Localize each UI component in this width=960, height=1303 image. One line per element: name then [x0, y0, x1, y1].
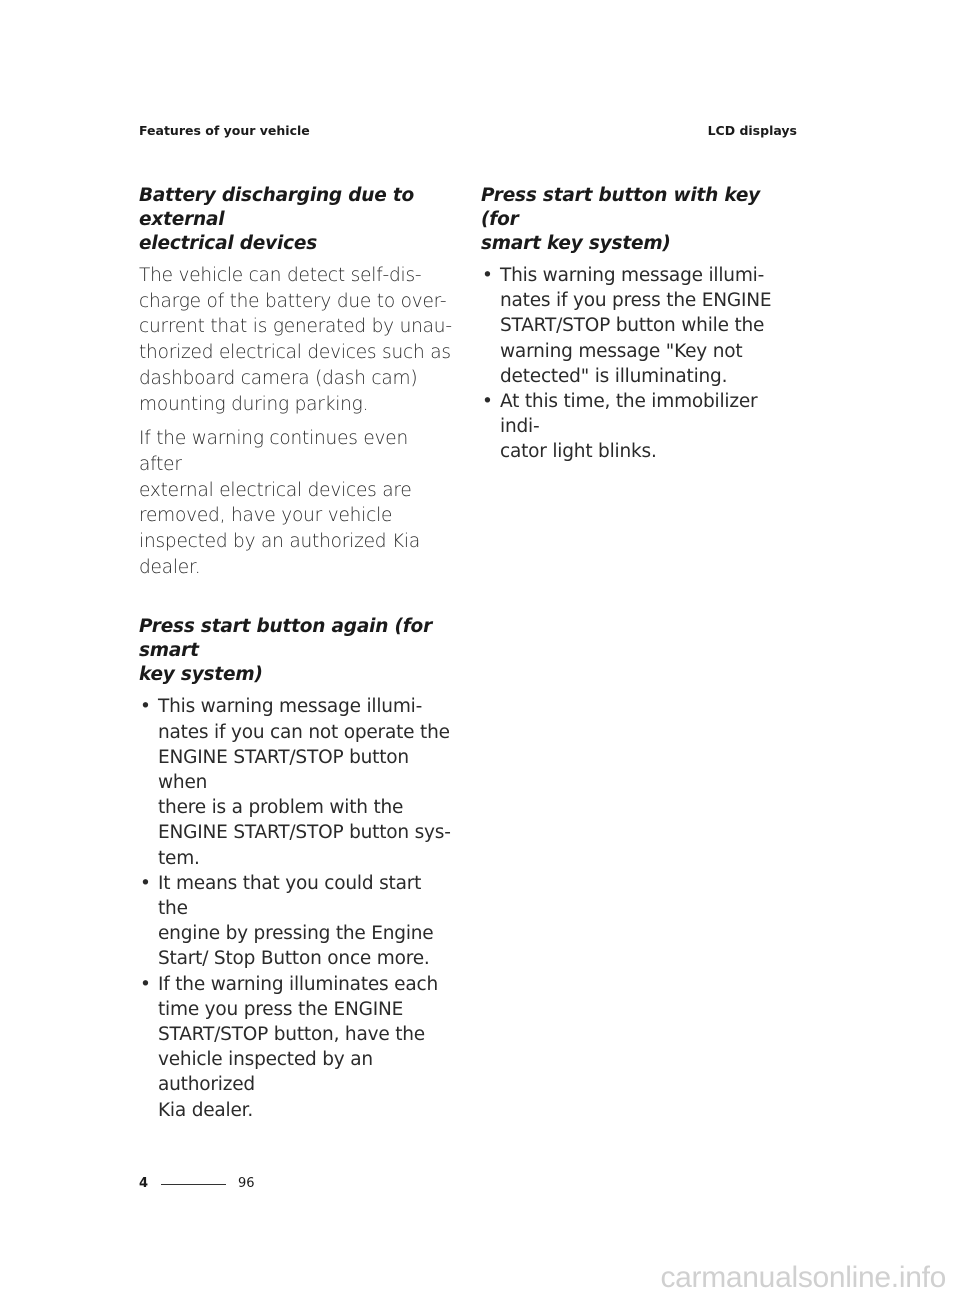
- text-line: engine by pressing the Engine: [158, 923, 434, 945]
- bullet-icon: •: [140, 973, 151, 995]
- left-column: [139, 184, 454, 1123]
- heading-line: key system): [139, 664, 263, 686]
- text-line: cator light blinks.: [500, 441, 657, 463]
- header-section-title: Features of your vehicle: [139, 123, 310, 138]
- text-line: current that is generated by unau-: [139, 316, 452, 338]
- chapter-number: 4: [139, 1176, 149, 1191]
- text-line: there is a problem with the: [158, 797, 404, 819]
- heading-line: smart key system): [481, 233, 671, 254]
- text-line: If the warning continues even after: [139, 428, 409, 475]
- text-line: At this time, the immobilizer indi-: [500, 391, 758, 438]
- section-heading-press-start-again: [139, 615, 454, 687]
- text-line: This warning message illumi-: [500, 265, 765, 286]
- text-line: START/STOP button, have the: [158, 1024, 425, 1046]
- text-line: Kia dealer.: [158, 1099, 254, 1121]
- list-item: [481, 389, 796, 465]
- text-line: charge of the battery due to over-: [139, 290, 447, 312]
- text-line: This warning message illumi-: [158, 696, 423, 718]
- list-item: [481, 263, 796, 389]
- text-line: ENGINE START/STOP button when: [158, 746, 409, 794]
- battery-paragraph-1: [139, 263, 454, 417]
- text-line: nates if you press the ENGINE: [500, 290, 772, 312]
- heading-line: electrical devices: [139, 233, 318, 254]
- text-line: thorized electrical devices such as: [139, 342, 451, 364]
- battery-paragraph-2: [139, 426, 454, 580]
- heading-line: Press start button with key (for: [481, 185, 761, 230]
- text-line: dealer.: [139, 556, 201, 578]
- text-line: detected" is illuminating.: [500, 365, 728, 387]
- section-heading-press-start-with-key: [481, 184, 796, 256]
- text-line: The vehicle can detect self-dis-: [139, 265, 422, 286]
- text-line: If the warning illuminates each: [158, 973, 438, 995]
- page-number: 96: [238, 1176, 255, 1191]
- text-line: vehicle inspected by an authorized: [158, 1049, 373, 1096]
- list-item: [139, 972, 454, 1123]
- text-line: inspected by an authorized Kia: [139, 531, 421, 553]
- heading-line: Battery discharging due to external: [139, 185, 414, 230]
- bullet-list: [139, 694, 454, 1122]
- footer-divider: [161, 1184, 226, 1185]
- bullet-icon: •: [140, 696, 151, 718]
- text-line: time you press the ENGINE: [158, 998, 404, 1020]
- text-line: nates if you can not operate the: [158, 721, 450, 743]
- text-line: mounting during parking.: [139, 393, 369, 415]
- bullet-list: [481, 263, 796, 465]
- right-column: [481, 184, 796, 465]
- header-topic-title: LCD displays: [707, 123, 797, 138]
- text-line: START/STOP button while the: [500, 315, 765, 337]
- text-line: external electrical devices are: [139, 479, 412, 501]
- bullet-icon: •: [482, 391, 493, 413]
- list-item: [139, 694, 454, 870]
- text-line: Start/ Stop Button once more.: [158, 948, 430, 970]
- text-line: tem.: [158, 847, 200, 869]
- list-item: [139, 871, 454, 972]
- text-line: removed, have your vehicle: [139, 505, 393, 527]
- watermark-text: carmanualsonline.info: [660, 1261, 946, 1294]
- text-line: It means that you could start the: [158, 872, 422, 920]
- text-line: dashboard camera (dash cam): [139, 367, 418, 389]
- bullet-icon: •: [140, 872, 151, 894]
- heading-line: Press start button again (for smart: [139, 616, 432, 662]
- bullet-icon: •: [482, 265, 493, 286]
- section-heading-battery: [139, 184, 454, 256]
- text-line: warning message "Key not: [500, 340, 743, 362]
- text-line: ENGINE START/STOP button sys-: [158, 822, 451, 844]
